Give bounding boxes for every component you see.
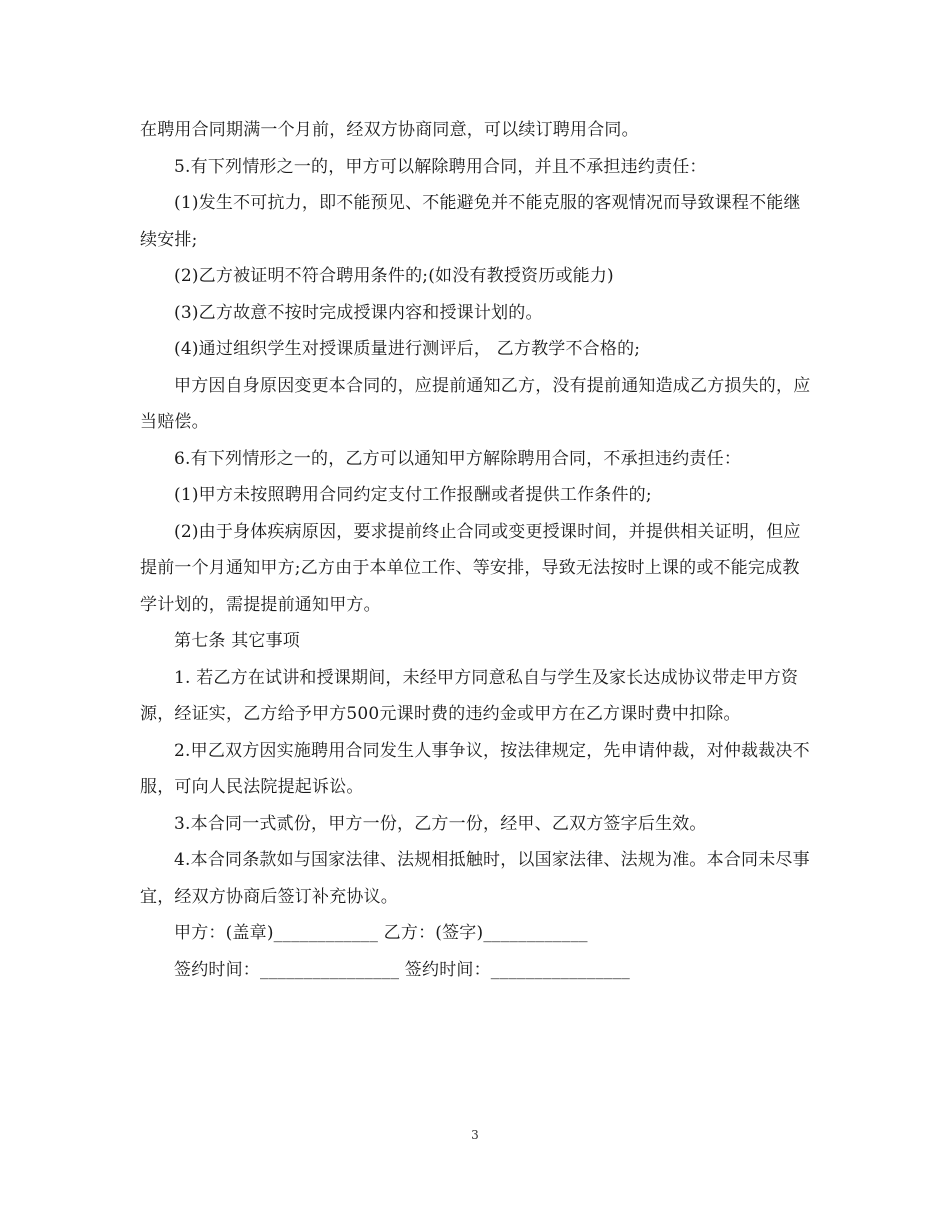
paragraph-article-7-item-3: 3.本合同一式贰份，甲方一份，乙方一份，经甲、乙双方签字后生效。 (174, 813, 707, 834)
paragraph-clause-6-item-1: (1)甲方未按照聘用合同约定支付工作报酬或者提供工作条件的; (174, 485, 652, 505)
paragraph-renewal: 在聘用合同期满一个月前，经双方协商同意，可以续订聘用合同。 (140, 120, 639, 140)
paragraph-clause-6-item-2: (2)由于身体疾病原因，要求提前终止合同或变更授课时间，并提供相关证明，但应提前一个月通知甲方;乙方由于本单位工作、等安排，导致无法按时上课的或不能完成教学计划的，需提提前通知甲方。 (140, 521, 801, 615)
page-number: 3 (471, 1128, 479, 1142)
section-heading-article-7: 第七条 其它事项 (174, 631, 301, 651)
paragraph-clause-5: 5.有下列情形之一的，甲方可以解除聘用合同，并且不承担违约责任： (174, 156, 707, 177)
paragraph-clause-5-item-1: (1)发生不可抗力，即不能预见、不能避免并不能克服的客观情况而导致课程不能继续安排; (140, 193, 801, 250)
paragraph-article-7-item-4: 4.本合同条款如与国家法律、法规相抵触时，以国家法律、法规为准。本合同未尽事宜，经双方协商后签订补充协议。 (140, 850, 810, 907)
paragraph-article-7-item-2: 2.甲乙双方因实施聘用合同发生人事争议，按法律规定，先申请仲裁，对仲裁裁决不服，可向人民法院提起诉讼。 (140, 740, 810, 797)
signature-line-parties: 甲方：(盖章)____________ 乙方：(签字)____________ (174, 923, 588, 943)
paragraph-compensation: 甲方因自身原因变更本合同的，应提前通知乙方，没有提前通知造成乙方损失的，应当赔偿。 (140, 375, 811, 432)
paragraph-clause-5-item-4: (4)通过组织学生对授课质量进行测评后， 乙方教学不合格的; (174, 339, 641, 359)
paragraph-article-7-item-1: 1. 若乙方在试讲和授课期间，未经甲方同意私自与学生及家长达成协议带走甲方资源，经证实，乙方给予甲方500元课时费的违约金或甲方在乙方课时费中扣除。 (140, 667, 799, 724)
paragraph-clause-5-item-3: (3)乙方故意不按时完成授课内容和授课计划的。 (174, 302, 543, 323)
paragraph-clause-6: 6.有下列情形之一的，乙方可以通知甲方解除聘用合同，不承担违约责任： (174, 448, 742, 469)
paragraph-clause-5-item-2: (2)乙方被证明不符合聘用条件的;(如没有教授资历或能力) (174, 266, 614, 286)
document-body (140, 112, 812, 988)
signature-line-dates: 签约时间：________________ 签约时间：________________ (174, 959, 631, 980)
